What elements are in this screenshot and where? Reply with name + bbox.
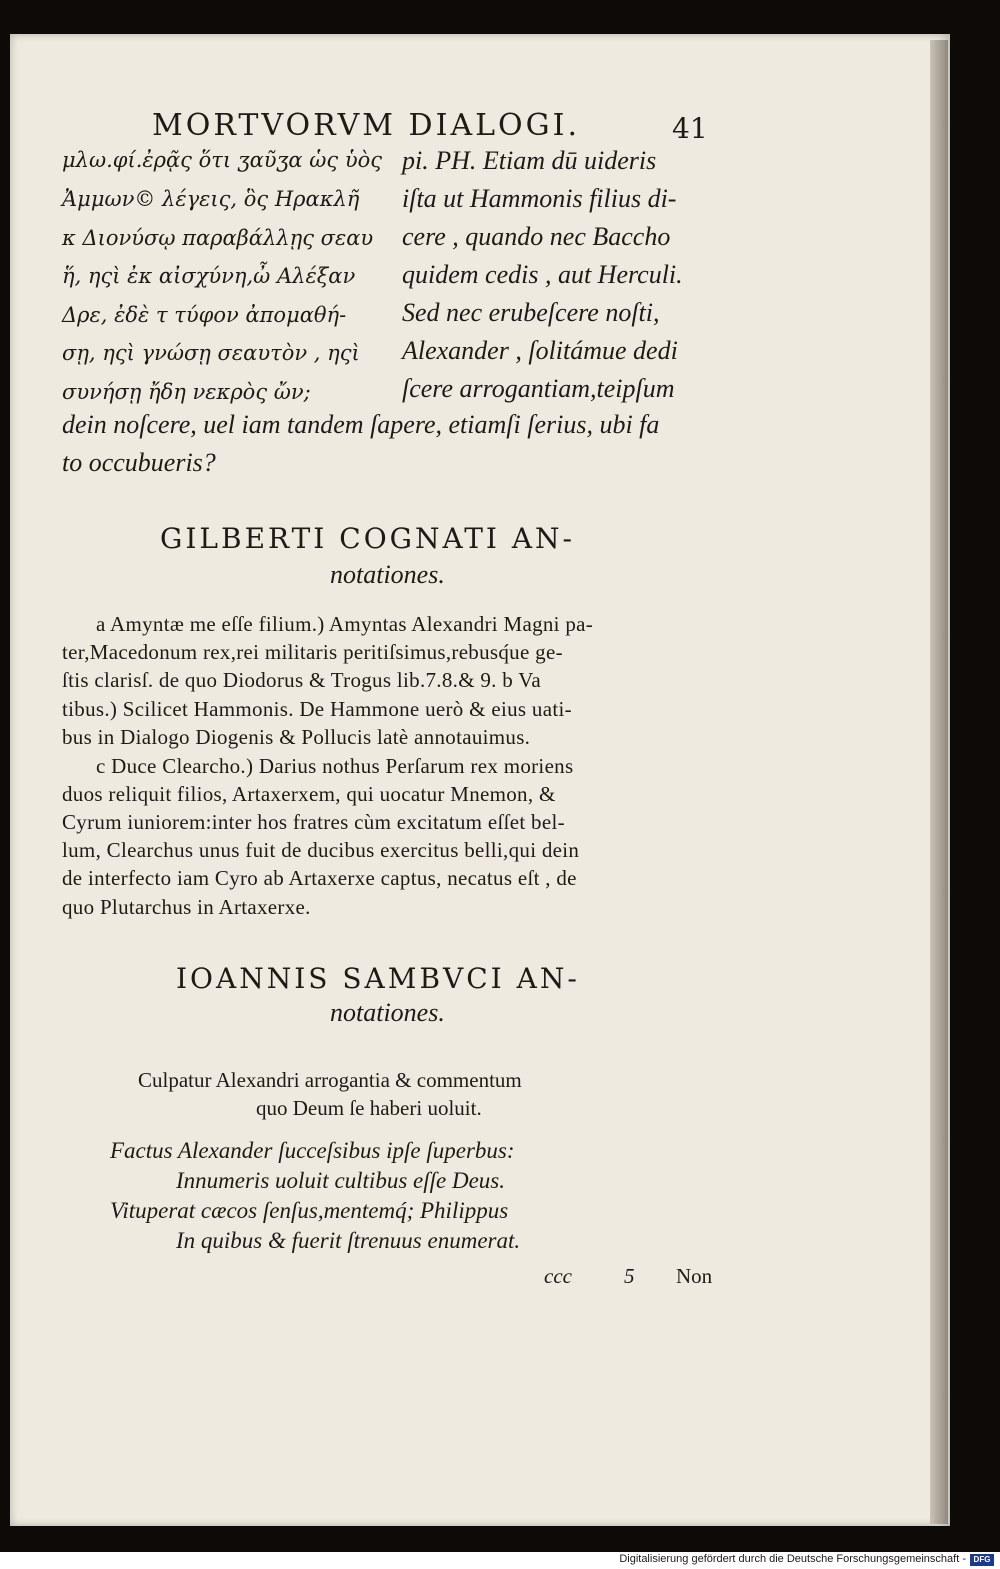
page-edge [930,40,948,1524]
greek-line: συνήσῃ ἤδη νεκρὸς ὤν; [62,380,311,404]
greek-line: Ἀμμων© λέγεις, ὃς Ηρακλῆ [62,187,360,211]
annotation-line: quo Plutarchus in Artaxerxe. [62,895,311,919]
verse-line: Vituperat cæcos ſenſus,mentemq́; Philippus [110,1198,509,1223]
annotation-line: de interfecto iam Cyro ab Artaxerxe captus, necatus eſt , de [62,866,577,890]
greek-line: ἥ, ηςὶ ἐκ αἰσχύνη,ὦ Αλέξαν [62,264,356,288]
latin-line: iſta ut Hammonis filius di- [402,184,677,213]
annotation-line: ſtis clarisſ. de quo Diodorus & Trogus lib.7.8.& 9. b Va [62,668,542,692]
latin-line: to occubueris? [62,448,216,477]
verse-line: In quibus & fuerit ſtrenuus enumerat. [176,1228,521,1253]
annotation-line: a Amyntæ me eſſe filium.) Amyntas Alexandri Magni pa- [96,612,594,636]
emblem-summary: quo Deum ſe haberi uoluit. [256,1096,482,1120]
signature-number: 5 [624,1264,635,1288]
signature-mark: ccc [544,1264,572,1288]
greek-line: σῃ, ηςὶ γνώσῃ σεαυτὸν , ηςὶ [62,341,360,365]
greek-line: Δρε, ἐδὲ τ τύφον ἀπομαθή- [62,303,347,327]
latin-line: cere , quando nec Baccho [402,222,671,251]
verse-line: Innumeris uoluit cultibus eſſe Deus. [176,1168,505,1193]
annotation-line: ter,Macedonum rex,rei militaris peritiſsimus,rebusq́ue ge- [62,640,563,664]
catchword: Non [676,1264,713,1288]
dfg-logo: DFG [970,1554,994,1566]
greek-line: κ Διονύσῳ παραβάλλῃς σεαυ [62,226,374,250]
folio-number: 41 [672,112,708,145]
annotation-line: bus in Dialogo Diogenis & Pollucis latè annotauimus. [62,725,531,749]
running-title: MORTVORVM DIALOGI. [152,108,580,143]
section-subtitle-cognatus: notationes. [330,560,445,589]
latin-line: dein noſcere, uel iam tandem ſapere, etiamſi ſerius, ubi fa [62,410,660,439]
annotation-line: Cyrum iuniorem:inter hos fratres cùm excitatum eſſet bel- [62,810,565,834]
latin-line: pi. PH. Etiam dū uideris [402,146,657,175]
annotation-line: lum, Clearchus unus fuit de ducibus exercitus belli,qui dein [62,838,580,862]
book-page [10,34,950,1526]
annotation-line: duos reliquit filios, Artaxerxem, qui uocatur Mnemon, & [62,782,556,806]
section-subtitle-sambucus: notationes. [330,998,445,1027]
section-title-sambucus: IOANNIS SAMBVCI AN- [176,962,580,995]
annotation-line: tibus.) Scilicet Hammonis. De Hammone uerò & eius uati- [62,697,572,721]
latin-line: ſcere arrogantiam,teipſum [402,374,675,403]
latin-line: quidem cedis , aut Herculi. [402,260,683,289]
section-title-cognatus: GILBERTI COGNATI AN- [160,522,576,555]
emblem-summary: Culpatur Alexandri arrogantia & commentum [138,1068,522,1092]
funding-credit: Digitalisierung gefördert durch die Deutsche Forschungsgemeinschaft - [619,1553,966,1565]
annotation-line: c Duce Clearcho.) Darius nothus Perſarum rex moriens [96,754,574,778]
verse-line: Factus Alexander ſucceſsibus ipſe ſuperbus: [110,1138,515,1163]
latin-line: Sed nec erubeſcere noſti, [402,298,660,327]
greek-line: μλω.φί.ἐρᾷς ὅτι ʒαῦʒα ὡς ὑὸς [62,148,383,172]
latin-line: Alexander , ſolitámue dedi [402,336,678,365]
